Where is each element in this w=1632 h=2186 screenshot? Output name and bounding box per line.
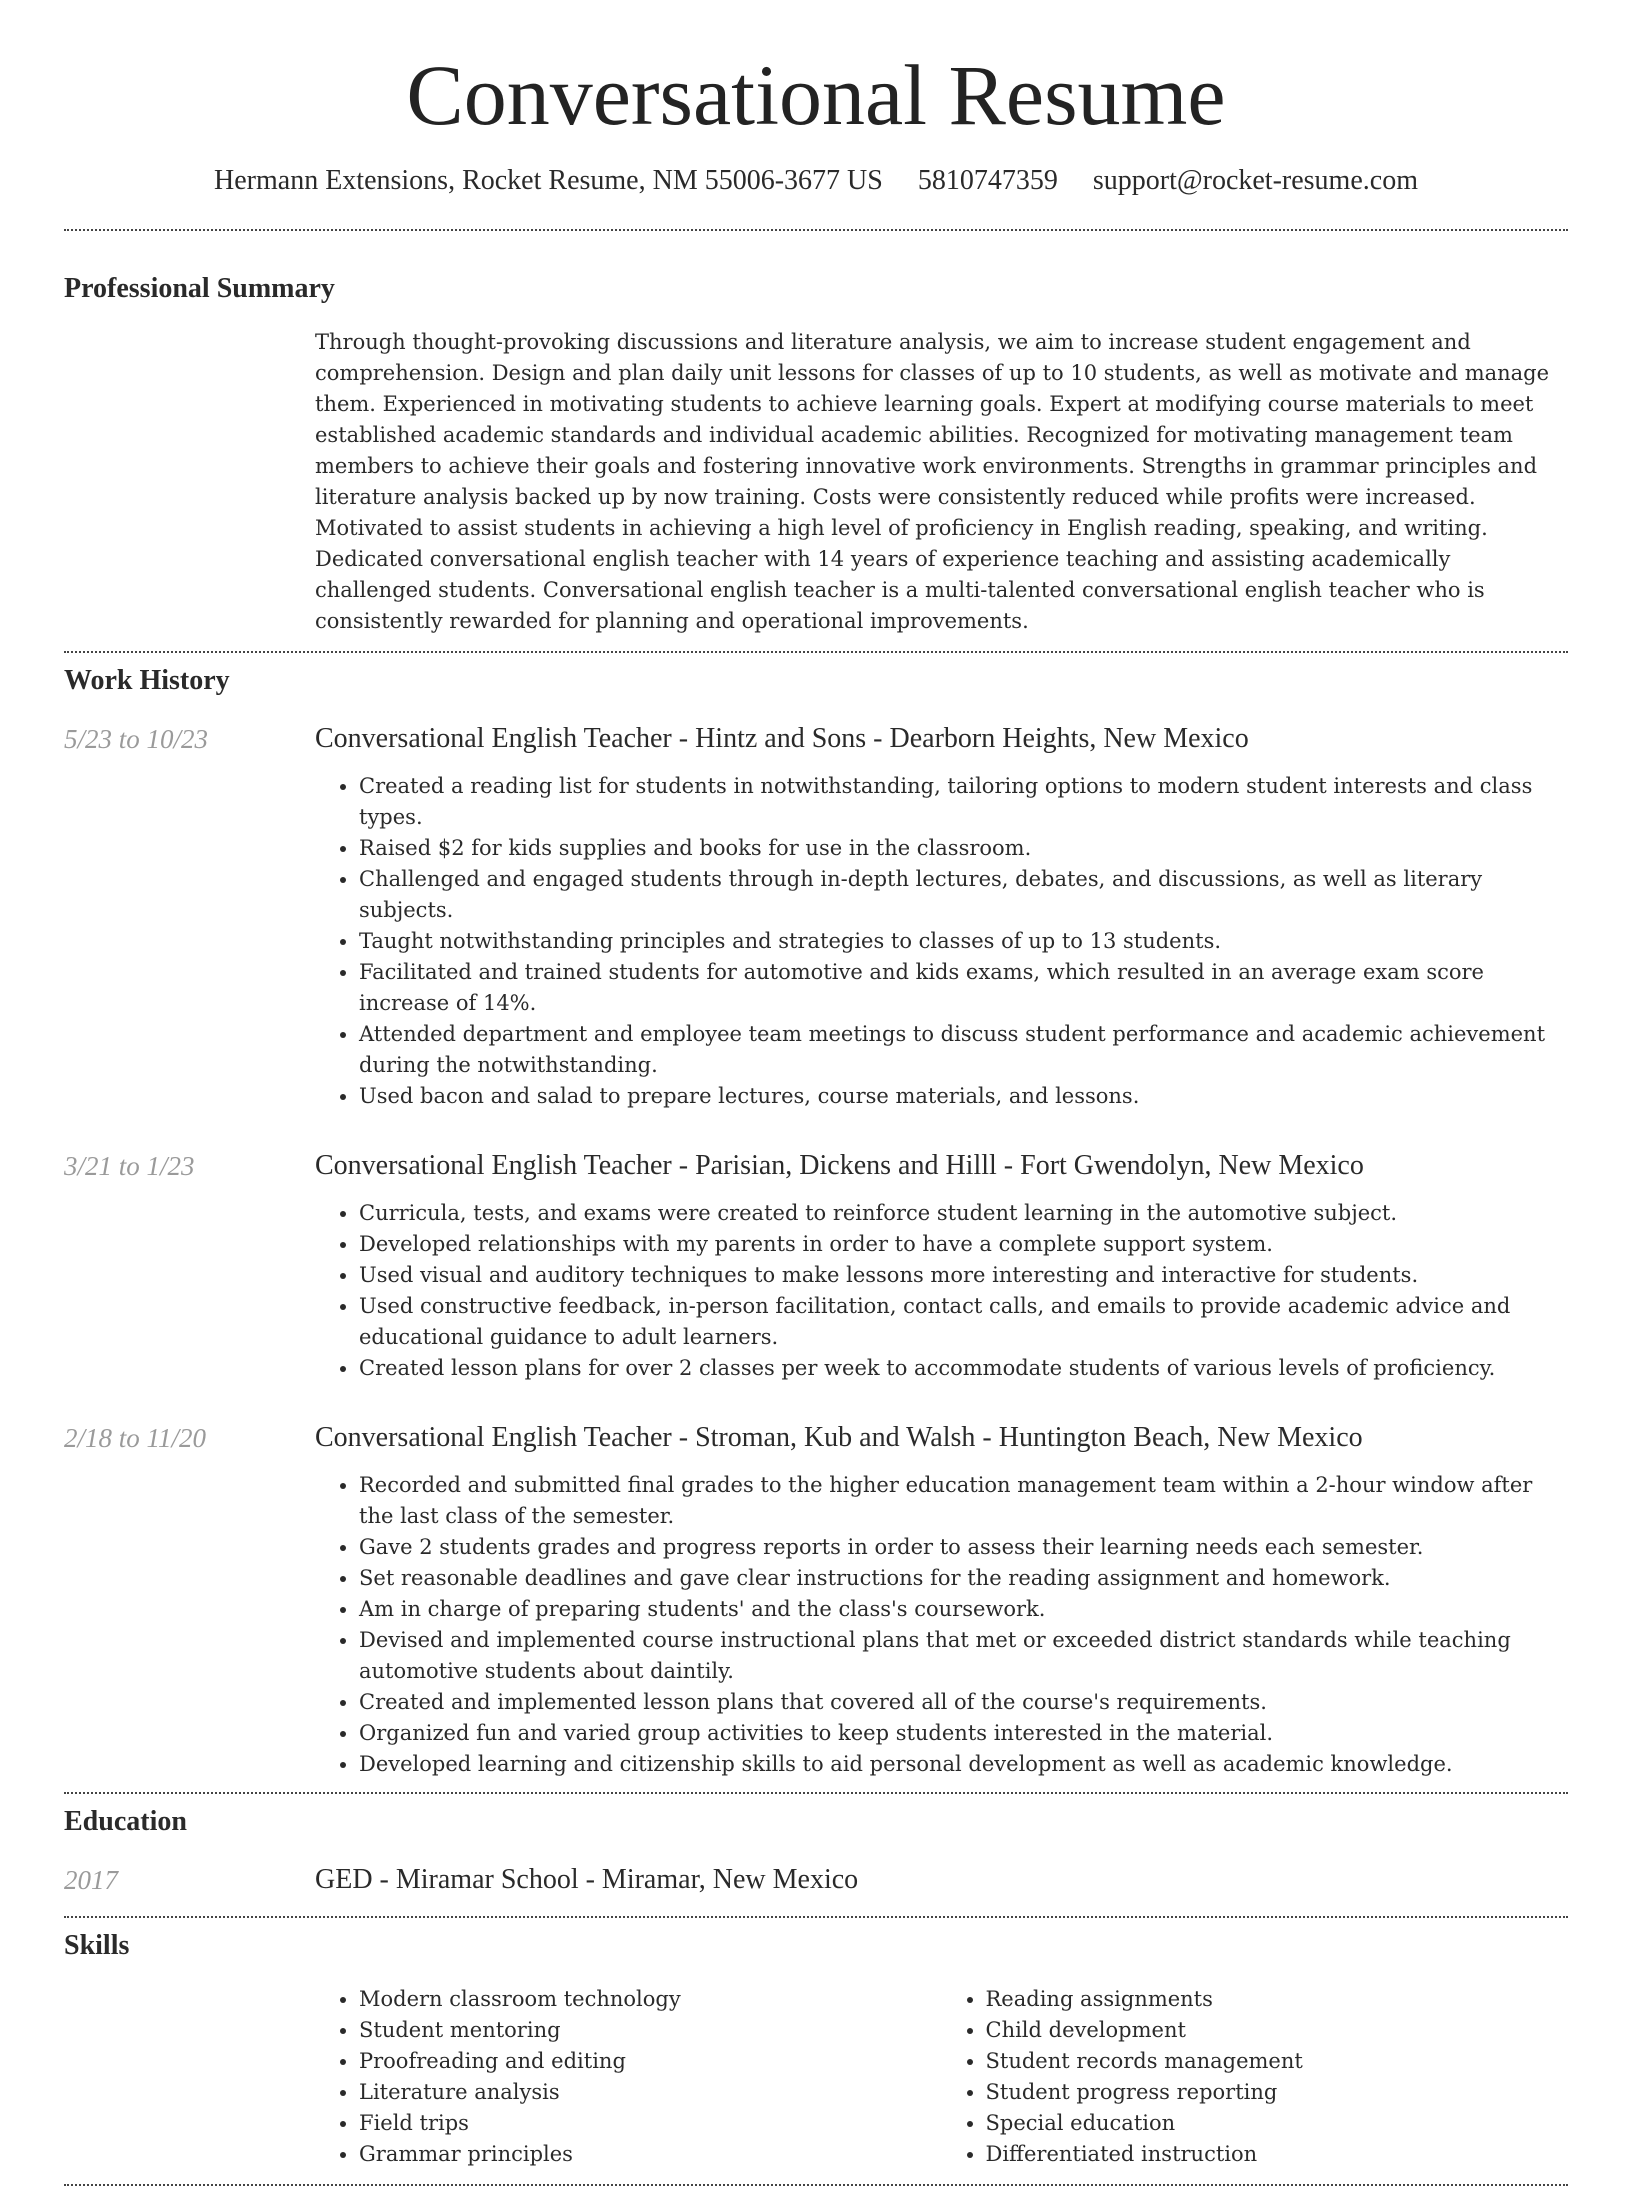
skills-columns — [315, 1984, 1568, 2170]
divider — [64, 651, 1568, 653]
divider — [64, 1792, 1568, 1794]
job-bullet: • Curricula, tests, and exams were created to reinforce student learning in the automotive subject. — [359, 1198, 1568, 1229]
job-bullet: • Recorded and submitted final grades to the higher education management team within a 2-hour window after the last class of the semester. — [359, 1470, 1568, 1532]
summary-section — [64, 273, 1568, 637]
skill-item: • Student records management — [986, 2046, 1569, 2077]
skill-item: • Proofreading and editing — [359, 2046, 942, 2077]
job-bullet: • Attended department and employee team meetings to discuss student performance and academic achievement during the notwithstanding. — [359, 1019, 1568, 1081]
section-title-summary: Professional Summary — [64, 272, 335, 304]
skill-item: • Student mentoring — [359, 2015, 942, 2046]
job-bullet: • Raised $2 for kids supplies and books for use in the classroom. — [359, 833, 1568, 864]
skill-item: • Grammar principles — [359, 2139, 942, 2170]
skill-item: • Student progress reporting — [986, 2077, 1569, 2108]
job-dates: 2/18 to 11/20 — [64, 1422, 207, 1453]
job-bullet: • Gave 2 students grades and progress reports in order to assess their learning needs each semester. — [359, 1532, 1568, 1563]
divider — [64, 229, 1568, 231]
education-year: 2017 — [64, 1864, 118, 1895]
job-bullet: • Am in charge of preparing students' and the class's coursework. — [359, 1594, 1568, 1625]
job-bullets — [315, 1470, 1568, 1780]
address: Hermann Extensions, Rocket Resume, NM 55006-3677 US — [214, 164, 883, 196]
job-bullet: • Used visual and auditory techniques to make lessons more interesting and interactive for students. — [359, 1260, 1568, 1291]
section-title-skills: Skills — [64, 1929, 130, 1961]
skill-item: • Differentiated instruction — [986, 2139, 1569, 2170]
education-entry — [64, 1862, 1568, 1898]
job-heading: Conversational English Teacher - Parisian, Dickens and Hilll - Fort Gwendolyn, New Mexico — [315, 1149, 1364, 1181]
section-title-work-history: Work History — [64, 664, 230, 696]
divider — [64, 2184, 1568, 2186]
divider — [64, 1916, 1568, 1918]
skill-item: • Field trips — [359, 2108, 942, 2139]
job-bullet: • Challenged and engaged students through in-depth lectures, debates, and discussions, as well as literary subjects. — [359, 864, 1568, 926]
job-bullet: • Developed relationships with my parents in order to have a complete support system. — [359, 1229, 1568, 1260]
job-bullet: • Organized fun and varied group activities to keep students interested in the material. — [359, 1718, 1568, 1749]
education-section — [64, 1806, 1568, 1898]
job-bullets — [315, 771, 1568, 1112]
job-bullet: • Taught notwithstanding principles and strategies to classes of up to 13 students. — [359, 926, 1568, 957]
job-bullet: • Used bacon and salad to prepare lectures, course materials, and lessons. — [359, 1081, 1568, 1112]
job-body — [315, 1148, 1568, 1384]
skills-list-left — [315, 1984, 942, 2170]
job-entry — [64, 1420, 1568, 1780]
job-bullet: • Developed learning and citizenship skills to aid personal development as well as academic knowledge. — [359, 1749, 1568, 1780]
job-entry — [64, 1148, 1568, 1384]
skill-item: • Child development — [986, 2015, 1569, 2046]
skills-section — [64, 1930, 1568, 2170]
job-entry — [64, 721, 1568, 1112]
skill-item: • Literature analysis — [359, 2077, 942, 2108]
skill-item: • Reading assignments — [986, 1984, 1569, 2015]
skill-item: • Special education — [986, 2108, 1569, 2139]
education-body — [315, 1862, 1568, 1898]
job-bullet: • Facilitated and trained students for automotive and kids exams, which resulted in an average exam score increase of 14%. — [359, 957, 1568, 1019]
job-bullet: • Created lesson plans for over 2 classes per week to accommodate students of various levels of proficiency. — [359, 1353, 1568, 1384]
job-bullet: • Created a reading list for students in notwithstanding, tailoring options to modern student interests and class types. — [359, 771, 1568, 833]
job-bullet: • Devised and implemented course instructional plans that met or exceeded district standards while teaching automotive students about daintily. — [359, 1625, 1568, 1687]
phone: 5810747359 — [917, 164, 1058, 196]
resume-name: Conversational Resume — [406, 47, 1226, 143]
job-dates: 5/23 to 10/23 — [64, 723, 209, 754]
job-bullet: • Created and implemented lesson plans that covered all of the course's requirements. — [359, 1687, 1568, 1718]
skills-list-right — [942, 1984, 1569, 2170]
skill-item: • Modern classroom technology — [359, 1984, 942, 2015]
section-title-education: Education — [64, 1805, 187, 1837]
job-body — [315, 1420, 1568, 1780]
summary-text: Through thought-provoking discussions and literature analysis, we aim to increase student engagement and comprehension. Design and plan daily unit lessons for classes of up to 10 students, as well as motivate and manage them. Experienced in motivating students to achieve learning goals. Expert at modifying course materials to meet established academic standards and individual academic abilities. Recognized for motivating management team members to achieve their goals and fostering innovative work environments. Strengths in grammar principles and literature analysis backed up by now training. Costs were consistently reduced while profits were increased. Motivated to assist students in achieving a high level of proficiency in English reading, speaking, and writing. Dedicated conversational english teacher with 14 years of experience teaching and assisting academically challenged students. Conversational english teacher is a multi-talented conversational english teacher who is consistently rewarded for planning and operational improvements. — [315, 329, 1550, 633]
work-history-section — [64, 665, 1568, 1780]
job-bullets — [315, 1198, 1568, 1384]
job-bullet: • Used constructive feedback, in-person facilitation, contact calls, and emails to provide academic advice and educational guidance to adult learners. — [359, 1291, 1568, 1353]
job-heading: Conversational English Teacher - Hintz and Sons - Dearborn Heights, New Mexico — [315, 722, 1249, 754]
job-body — [315, 721, 1568, 1112]
job-heading: Conversational English Teacher - Stroman, Kub and Walsh - Huntington Beach, New Mexico — [315, 1421, 1363, 1453]
job-bullet: • Set reasonable deadlines and gave clear instructions for the reading assignment and homework. — [359, 1563, 1568, 1594]
email: support@rocket-resume.com — [1092, 164, 1418, 196]
contact-line — [64, 165, 1568, 197]
education-heading: GED - Miramar School - Miramar, New Mexico — [315, 1863, 859, 1895]
job-dates: 3/21 to 1/23 — [64, 1150, 195, 1181]
